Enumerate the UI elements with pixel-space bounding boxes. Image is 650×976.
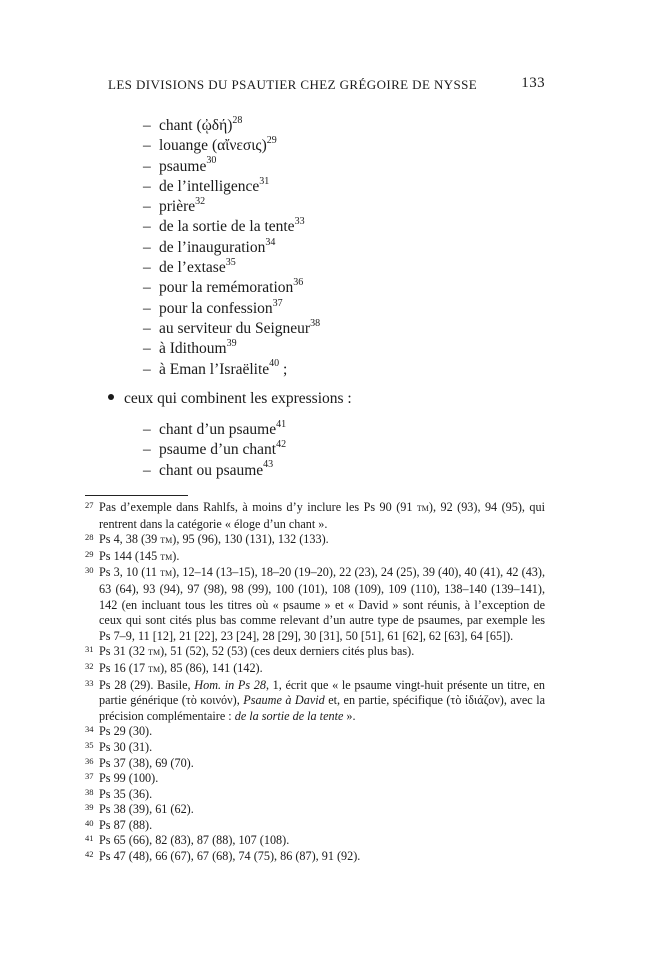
footnote: 34 Ps 29 (30).: [85, 724, 153, 739]
dash-marker: –: [143, 238, 151, 256]
list-item: – de l’intelligence$^{31}$: [143, 177, 320, 197]
list-item: – au serviteur du Seigneur$^{38}$: [143, 319, 320, 339]
footnote-ref[interactable]: 39: [226, 338, 237, 350]
footnote-ref[interactable]: 33: [294, 216, 305, 228]
footnote: 39 Ps 38 (39), 61 (62).: [85, 802, 194, 817]
footnote: 31 Ps 31 (32 tm), 51 (52), 52 (53) (ces deux derniers cités plus bas).: [85, 644, 415, 659]
footnote-number: 27: [85, 500, 94, 510]
running-title: LES DIVISIONS DU PSAUTIER CHEZ GRÉGOIRE DE NYSSE: [108, 77, 478, 92]
footnote-number: 32: [85, 660, 94, 671]
dash-marker: –: [143, 218, 151, 236]
footnote: 36 Ps 37 (38), 69 (70).: [85, 755, 194, 770]
footnote-number: 35: [85, 739, 94, 750]
footnote: 41 Ps 65 (66), 82 (83), 87 (88), 107 (108).: [85, 833, 290, 848]
list-item: – prière$^{32}$: [143, 197, 320, 217]
footnote-ref[interactable]: 36: [293, 277, 304, 289]
footnote-rule: [85, 495, 188, 496]
dash-marker: –: [143, 279, 151, 297]
list-item: – psaume d’un chant$^{42}$: [143, 440, 286, 460]
combined-expressions-list: [143, 420, 286, 481]
list-item: – psaume$^{30}$: [143, 157, 320, 177]
footnote-number: 36: [85, 755, 94, 766]
footnotes: [85, 500, 545, 865]
dash-marker: –: [143, 259, 151, 277]
footnote-number: 38: [85, 786, 94, 797]
footnote-number: 28: [85, 532, 94, 543]
footnote: 28 Ps 4, 38 (39 tm), 95 (96), 130 (131), 132 (133).: [85, 532, 329, 547]
footnote-ref[interactable]: 40: [269, 358, 280, 370]
footnote-ref[interactable]: 30: [206, 155, 217, 167]
footnote-number: 37: [85, 771, 94, 782]
footnote-number: 40: [85, 817, 94, 828]
footnote-ref[interactable]: 35: [225, 256, 236, 268]
list-item: – de l’extase$^{35}$: [143, 258, 320, 278]
dash-marker: –: [143, 461, 151, 479]
dash-marker: –: [143, 421, 151, 438]
list-item: – de l’inauguration$^{34}$: [143, 238, 320, 258]
footnote: 35 Ps 30 (31).: [85, 739, 153, 754]
dash-marker: –: [143, 340, 151, 358]
footnote-ref[interactable]: 38: [310, 317, 321, 329]
footnote-ref[interactable]: 31: [259, 175, 270, 187]
footnote-number: 34: [85, 724, 94, 735]
footnote: 27 Pas d’exemple dans Rahlfs, à moins d’y inclure les Ps 90 (91 tm), 92 (93), 94 (95), qui rentrent dans la catégorie « éloge d’un chant ».: [85, 500, 545, 531]
list-item: – pour la confession$^{37}$: [143, 299, 320, 319]
footnote-ref[interactable]: 41: [276, 418, 287, 430]
footnote-number: 29: [85, 548, 94, 559]
footnote: 40 Ps 87 (88).: [85, 817, 153, 832]
footnote-number: 42: [85, 849, 94, 860]
dash-marker: –: [143, 319, 151, 337]
footnote-number: 33: [85, 677, 94, 688]
list-item: – à Eman l’Israëlite$^{40}$ ;: [143, 360, 320, 380]
footnote-ref[interactable]: 42: [276, 439, 287, 451]
footnote: 30 Ps 3, 10 (11 tm), 12–14 (13–15), 18–20 (19–20), 22 (23), 24 (25), 39 (40), 40 (41), 42 (43), 63 (64), 93 (94), 97 (98), 98 (99), 100 (101), 108 (109), 109 (110), 138–140 (139–141), 142 (en incluant tous les titres où « psaume » et « David » sont réunis, à l’exception de ceux qui sont cités plus bas comme relevant d’un autre type de psaumes, par exemple les Ps 7–9, 11 [12], 21 [22], 23 [24], 28 [29], 30 [31], 50 [51], 61 [62], 62 [63], 64 [65]).: [85, 565, 545, 643]
page-number: 133: [521, 75, 545, 91]
list-item: – de la sortie de la tente$^{33}$: [143, 217, 320, 237]
footnote-ref[interactable]: 34: [265, 236, 276, 248]
bullet-icon: [108, 394, 114, 400]
list-item: – chant ou psaume$^{43}$: [143, 461, 286, 481]
footnote: 33 Ps 28 (29). Basile, Hom. in Ps 28, 1, écrit que « le psaume vingt-huit présente un titre, en partie générique (τὸ κοινόν), Psaume à David et, en partie, spécifique (τὸ ἰδιάζον), avec la précision complémentaire : de la sortie de la tente ».: [85, 677, 545, 723]
bullet-text: ceux qui combinent les expressions :: [124, 390, 352, 407]
bullet-item: [108, 390, 352, 408]
dash-marker: –: [143, 360, 151, 378]
dash-marker: –: [143, 177, 151, 195]
list-item: – chant d’un psaume$^{41}$: [143, 420, 286, 440]
footnote: 29 Ps 144 (145 tm).: [85, 548, 180, 563]
footnote: 32 Ps 16 (17 tm), 85 (86), 141 (142).: [85, 660, 263, 675]
footnote-number: 31: [85, 644, 94, 655]
list-item: – pour la remémoration$^{36}$: [143, 278, 320, 298]
footnote: 42 Ps 47 (48), 66 (67), 67 (68), 74 (75), 86 (87), 91 (92).: [85, 849, 361, 864]
footnote-ref[interactable]: 29: [266, 135, 277, 147]
footnote: 37 Ps 99 (100).: [85, 771, 159, 786]
dash-marker: –: [143, 299, 151, 317]
footnote-ref[interactable]: 43: [263, 459, 274, 471]
footnote: 38 Ps 35 (36).: [85, 786, 153, 801]
footnote-ref[interactable]: 37: [272, 297, 283, 309]
footnote-ref[interactable]: 32: [195, 196, 206, 208]
footnote-number: 30: [85, 565, 94, 576]
dash-marker: –: [143, 117, 151, 134]
list-item: – louange (αἴνεσις)$^{29}$: [143, 136, 320, 156]
title-types-list: [143, 116, 320, 380]
list-item: – chant (ᾠδή)$^{28}$: [143, 116, 320, 136]
dash-marker: –: [143, 441, 151, 459]
footnote-number: 41: [85, 833, 94, 844]
dash-marker: –: [143, 137, 151, 155]
dash-marker: –: [143, 198, 151, 216]
dash-marker: –: [143, 157, 151, 175]
list-item: – à Idithoum$^{39}$: [143, 339, 320, 359]
footnote-ref[interactable]: 28: [232, 114, 243, 126]
footnote-number: 39: [85, 802, 94, 813]
